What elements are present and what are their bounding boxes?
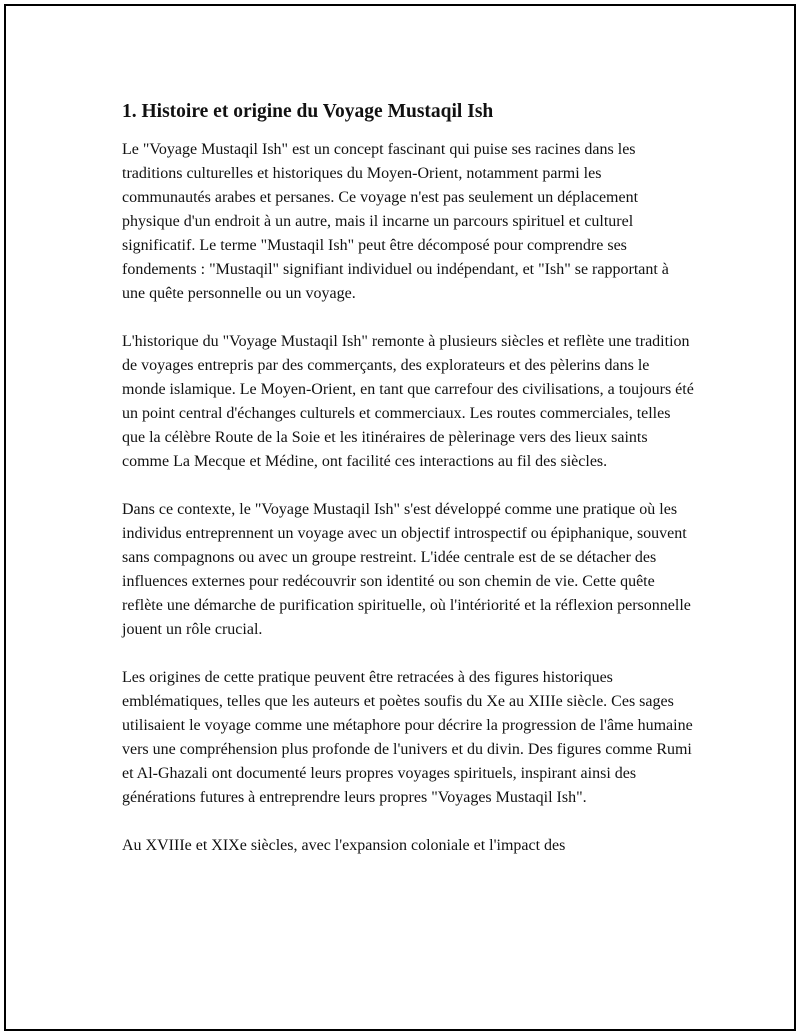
- paragraph-3: Dans ce contexte, le "Voyage Mustaqil Ish" s'est développé comme une pratique où les individus entreprennent un voyage avec un objectif introspectif ou épiphanique, souvent sans compagnons ou avec un groupe restreint. L'idée centrale est de se détacher des influences externes pour redécouvrir son identité ou son chemin de vie. Cette quête reflète une démarche de purification spirituelle, où l'intériorité et la réflexion personnelle jouent un rôle crucial.: [122, 501, 691, 638]
- document-body: [122, 100, 694, 882]
- paragraph-1: Le "Voyage Mustaqil Ish" est un concept fascinant qui puise ses racines dans les traditions culturelles et historiques du Moyen-Orient, notamment parmi les communautés arabes et persanes. Ce voyage n'est pas seulement un déplacement physique d'un endroit à un autre, mais il incarne un parcours spirituel et culturel significatif. Le terme "Mustaqil Ish" peut être décomposé pour comprendre ses fondements : "Mustaqil" signifiant individuel ou indépendant, et "Ish" se rapportant à une quête personnelle ou un voyage.: [122, 141, 669, 302]
- paragraph-2: L'historique du "Voyage Mustaqil Ish" remonte à plusieurs siècles et reflète une tradition de voyages entrepris par des commerçants, des explorateurs et des pèlerins dans le monde islamique. Le Moyen-Orient, en tant que carrefour des civilisations, a toujours été un point central d'échanges culturels et commerciaux. Les routes commerciales, telles que la célèbre Route de la Soie et les itinéraires de pèlerinage vers des lieux saints comme La Mecque et Médine, ont facilité ces interactions au fil des siècles.: [122, 333, 694, 470]
- section-heading: 1. Histoire et origine du Voyage Mustaqil Ish: [122, 101, 494, 122]
- page-frame: [4, 4, 796, 1031]
- paragraph-5: Au XVIIIe et XIXe siècles, avec l'expansion coloniale et l'impact des: [122, 837, 566, 854]
- paragraph-4: Les origines de cette pratique peuvent être retracées à des figures historiques emblématiques, telles que les auteurs et poètes soufis du Xe au XIIIe siècle. Ces sages utilisaient le voyage comme une métaphore pour décrire la progression de l'âme humaine vers une compréhension plus profonde de l'univers et du divin. Des figures comme Rumi et Al-Ghazali ont documenté leurs propres voyages spirituels, inspirant ainsi des générations futures à entreprendre leurs propres "Voyages Mustaqil Ish".: [122, 669, 693, 806]
